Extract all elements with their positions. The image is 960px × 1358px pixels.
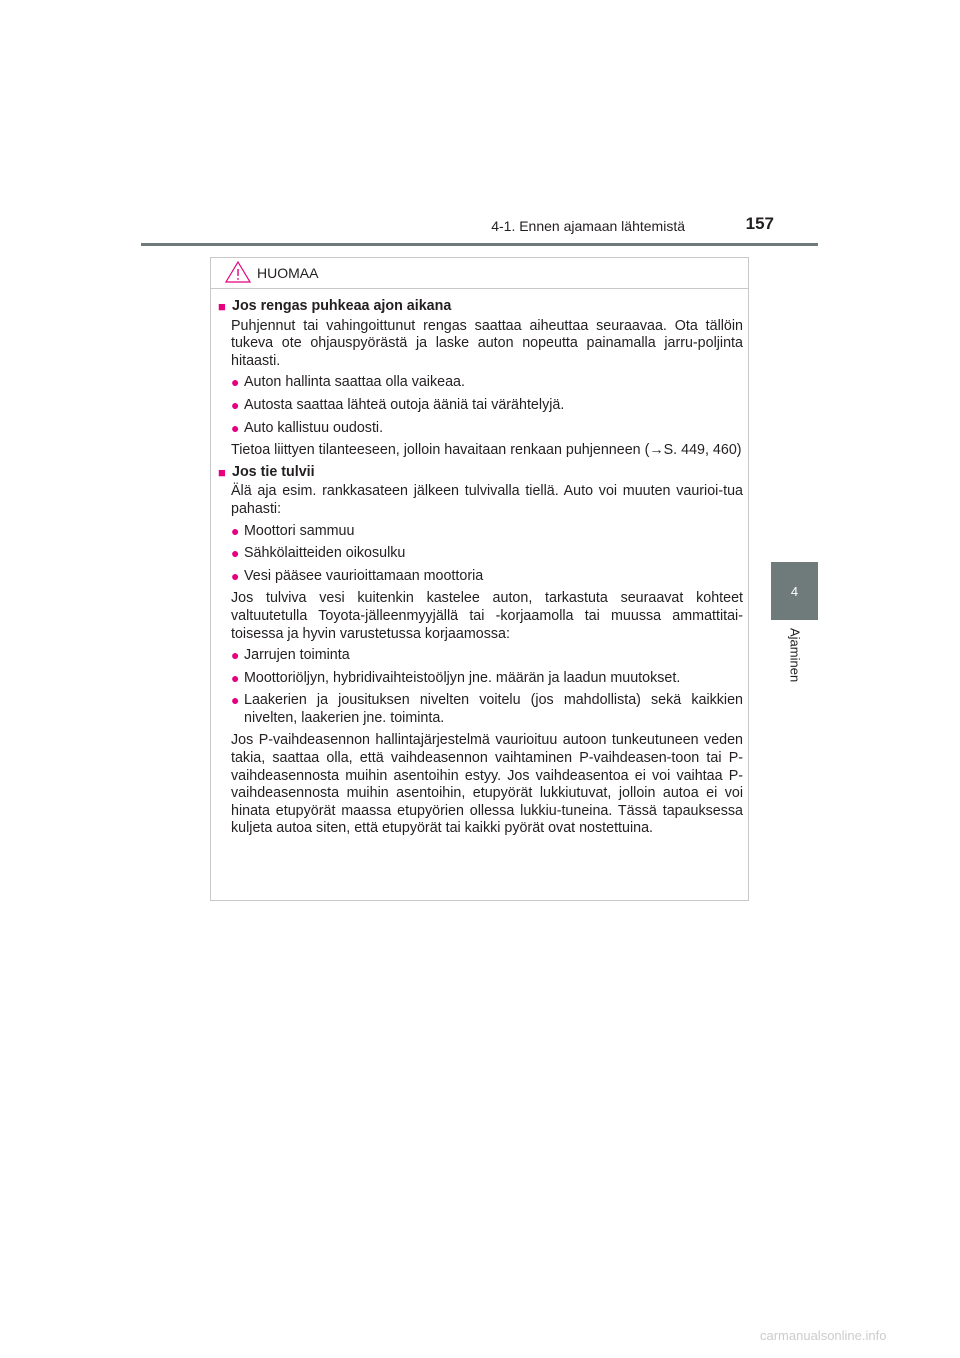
section-paragraph: Jos tulviva vesi kuitenkin kastelee auton, tarkastuta seuraavat kohteet valtuutetulla Toyota-jälleenmyyjällä tai -korjaamolla tai muussa ammattitai-toisessa ja hyvin varustetussa korjaamossa: xyxy=(231,590,743,642)
list-item: ● Jarrujen toiminta xyxy=(231,647,350,664)
section-heading-text: Jos tie tulvii xyxy=(232,463,315,480)
section-heading xyxy=(218,298,743,316)
square-bullet-icon: ■ xyxy=(218,464,226,480)
warning-triangle-icon xyxy=(225,261,251,283)
list-item: ● Sähkölaitteiden oikosulku xyxy=(231,545,406,562)
page-number: 157 xyxy=(745,214,774,233)
header-divider xyxy=(141,243,818,246)
caution-header xyxy=(211,258,748,289)
bullet-dot-icon: ● xyxy=(231,545,240,562)
list-item: ● Laakerien ja jousituksen nivelten voitelu (jos mahdollista) sekä kaikkien nivelten, laakerien jne. toiminta. xyxy=(231,692,743,726)
list-item: ● Auton hallinta saattaa olla vaikeaa. xyxy=(231,374,465,391)
list-item: ● Vesi pääsee vaurioittamaan moottoria xyxy=(231,567,484,584)
section-intro: Älä aja esim. rankkasateen jälkeen tulvivalla tiellä. Auto voi muuten vaurioi-tua pahasti: xyxy=(231,483,743,517)
chapter-label: Ajaminen xyxy=(787,628,803,683)
square-bullet-icon: ■ xyxy=(218,299,226,314)
section-heading-text: Jos rengas puhkeaa ajon aikana xyxy=(232,298,452,314)
chapter-number: 4 xyxy=(790,583,799,599)
bullet-dot-icon: ● xyxy=(231,647,240,664)
list-item: ● Moottoriöljyn, hybridivaihteistoöljyn jne. määrän ja laadun muutokset. xyxy=(231,669,681,686)
bullet-dot-icon: ● xyxy=(231,567,240,584)
chapter-tab[interactable] xyxy=(771,562,818,620)
list-item: ● Moottori sammuu xyxy=(231,522,355,539)
section-heading xyxy=(218,464,743,482)
section-intro: Puhjennut tai vahingoittunut rengas saattaa aiheuttaa seuraavaa. Ota tällöin tukeva ote ohjauspyörästä ja laske auton nopeutta painamalla jarru-poljinta hitaasti. xyxy=(231,317,743,369)
caution-box xyxy=(210,257,749,901)
bullet-dot-icon: ● xyxy=(231,396,240,413)
bullet-dot-icon: ● xyxy=(231,669,240,686)
caution-heading: HUOMAA xyxy=(257,265,319,281)
bullet-dot-icon: ● xyxy=(231,692,240,709)
section-note: Tietoa liittyen tilanteeseen, jolloin havaitaan renkaan puhjenneen (→S. 449, 460) xyxy=(231,442,742,459)
list-item: ● Autosta saattaa lähteä outoja ääniä tai värähtelyjä. xyxy=(231,396,565,413)
bullet-dot-icon: ● xyxy=(231,522,240,539)
bullet-dot-icon: ● xyxy=(231,374,240,391)
watermark: carmanualsonline.info xyxy=(760,1328,887,1343)
section-title: 4-1. Ennen ajamaan lähtemistä xyxy=(491,218,685,234)
list-item: ● Auto kallistuu oudosti. xyxy=(231,419,384,436)
section-paragraph: Jos P-vaihdeasennon hallintajärjestelmä vaurioituu autoon tunkeutuneen veden takia, saattaa olla, että vaihdeasennon vaihtaminen P-vaihdeasen-toon tai P-vaihdeasennosta muihin asentoihin estyy. Jos vaihdeasentoa ei voi vaihtaa P-vaihdeasennosta muihin asentoihin, etupyörät lukkiutuvat, jolloin autoa ei voi hinata etupyörät maassa etupyörien ollessa lukkiu-tuneina. Tässä tapauksessa kuljeta autoa siten, että etupyörät tai kaikki pyörät ovat nostettuina. xyxy=(231,732,743,837)
bullet-dot-icon: ● xyxy=(231,419,240,436)
caution-body xyxy=(218,298,743,842)
